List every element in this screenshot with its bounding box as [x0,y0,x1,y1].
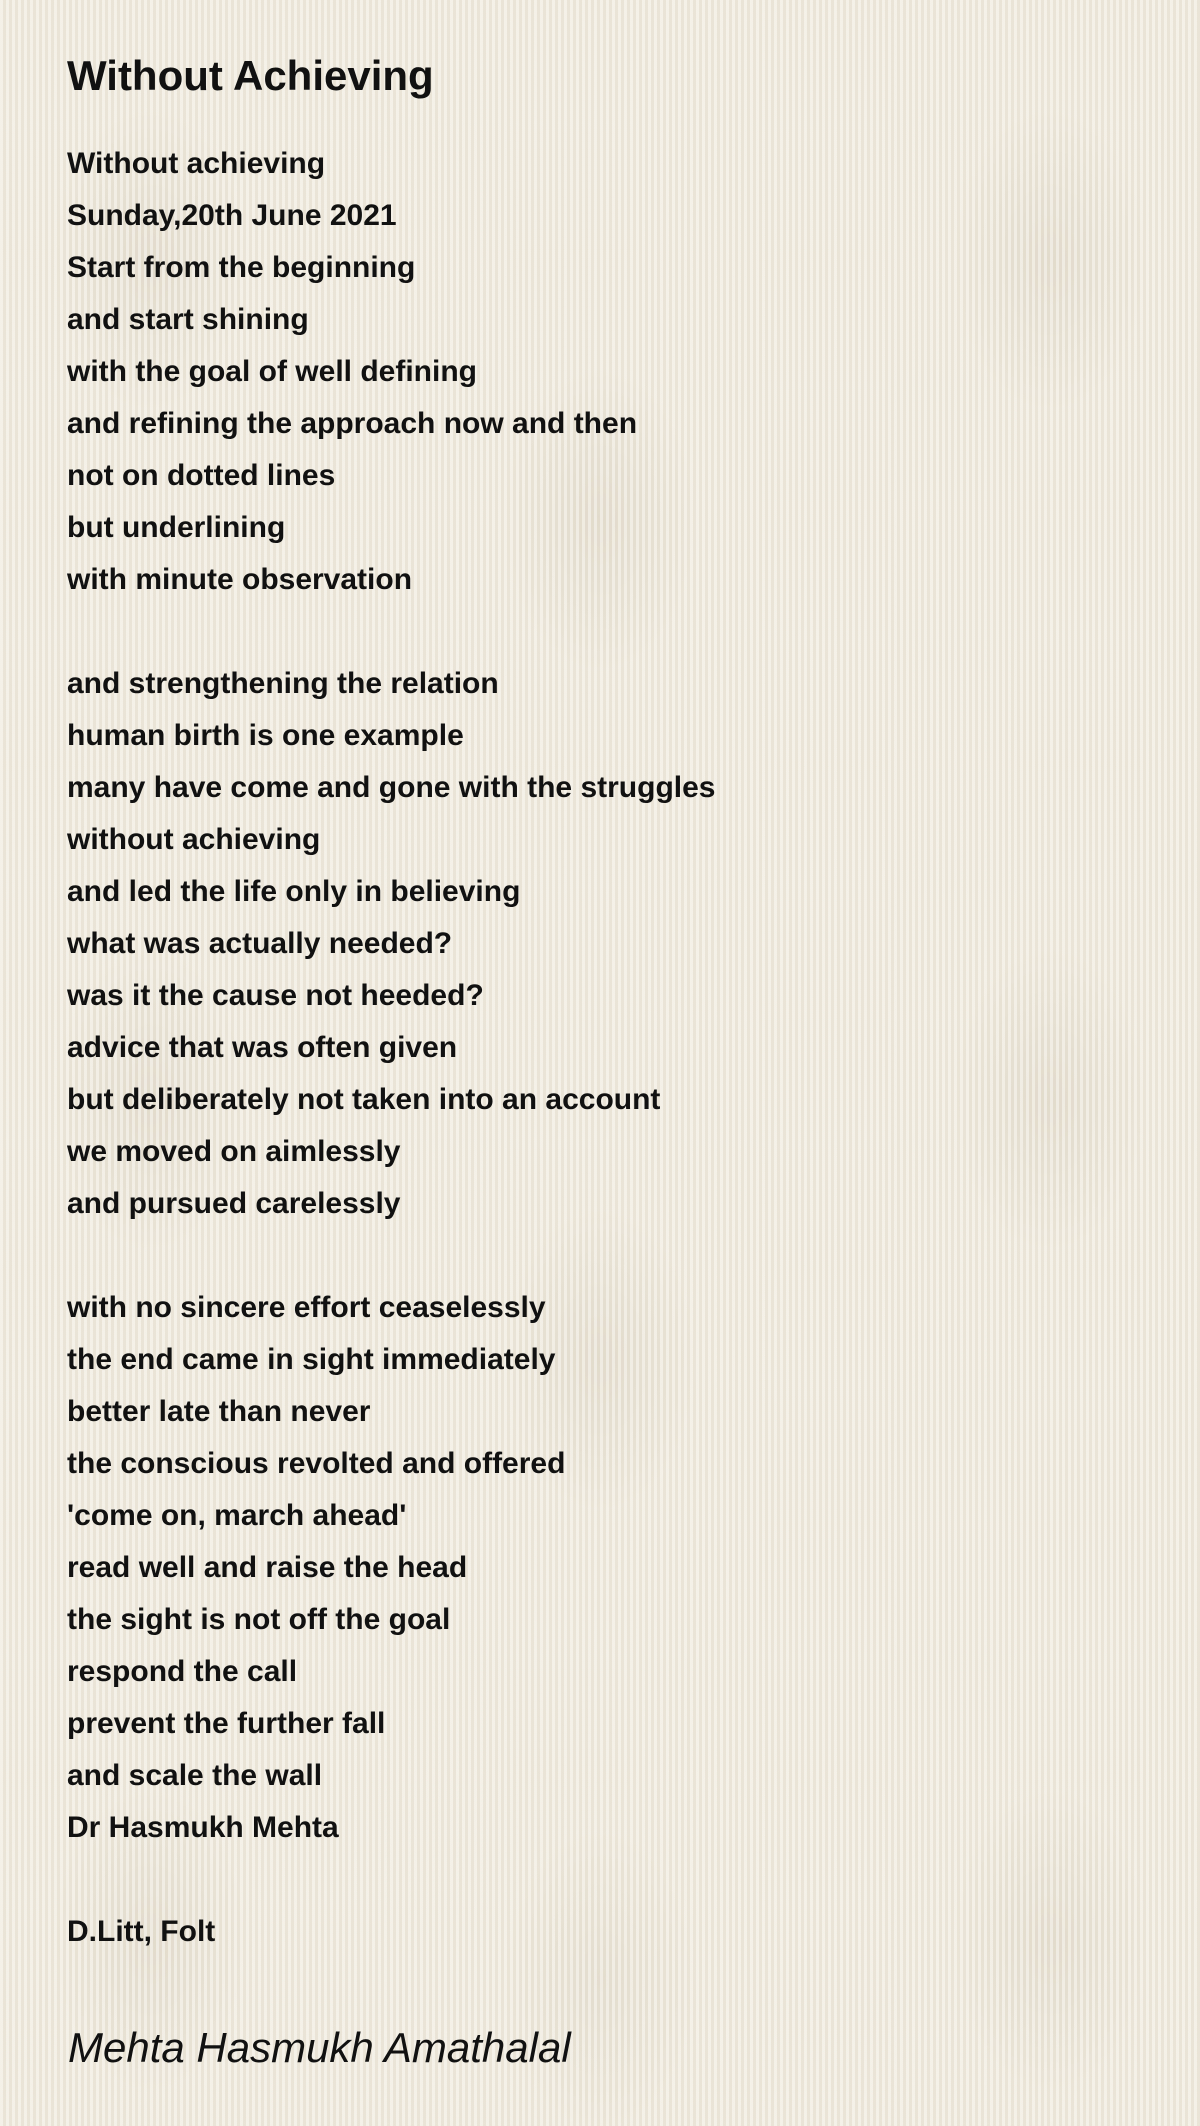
poem-line: respond the call [67,1655,298,1688]
poem-line: the end came in sight immediately [67,1343,556,1376]
poem-title: Without Achieving [67,52,434,99]
poem-line: Without achieving [67,147,326,180]
poem-line: and pursued carelessly [67,1187,401,1220]
poem-line: prevent the further fall [67,1707,386,1740]
poem-line: and refining the approach now and then [67,407,638,440]
poem-line: D.Litt, Folt [67,1915,216,1948]
poem-line: Sunday,20th June 2021 [67,199,397,232]
poem-line: with no sincere effort ceaselessly [67,1291,546,1324]
poem-line: Dr Hasmukh Mehta [67,1811,339,1844]
poem-line: read well and raise the head [67,1551,468,1584]
poem-container [67,46,1147,1948]
poem-line: the conscious revolted and offered [67,1447,566,1480]
poem-line: and strengthening the relation [67,667,499,700]
poem-line: advice that was often given [67,1031,458,1064]
poem-line: what was actually needed? [67,927,453,960]
poem-line: human birth is one example [67,719,464,752]
poem-line: the sight is not off the goal [67,1603,451,1636]
poem-line: without achieving [67,823,321,856]
stanza-break [67,1854,715,1906]
poem-line: but deliberately not taken into an account [67,1083,661,1116]
stanza-break [67,606,715,658]
poem-body [67,138,715,1958]
poem-line: Start from the beginning [67,251,416,284]
poem-line: with minute observation [67,563,413,596]
poem-line: and start shining [67,303,309,336]
poem-line: but underlining [67,511,286,544]
poem-line: with the goal of well defining [67,355,477,388]
poem-line: not on dotted lines [67,459,336,492]
poem-line: was it the cause not heeded? [67,979,484,1012]
stanza-break [67,1230,715,1282]
poem-line: and scale the wall [67,1759,323,1792]
poem-line: and led the life only in believing [67,875,521,908]
poem-line: better late than never [67,1395,371,1428]
author-name: Mehta Hasmukh Amathalal [68,2024,571,2071]
poem-line: we moved on aimlessly [67,1135,401,1168]
poem-line: many have come and gone with the struggles [67,771,716,804]
poem-line: 'come on, march ahead' [67,1499,407,1532]
